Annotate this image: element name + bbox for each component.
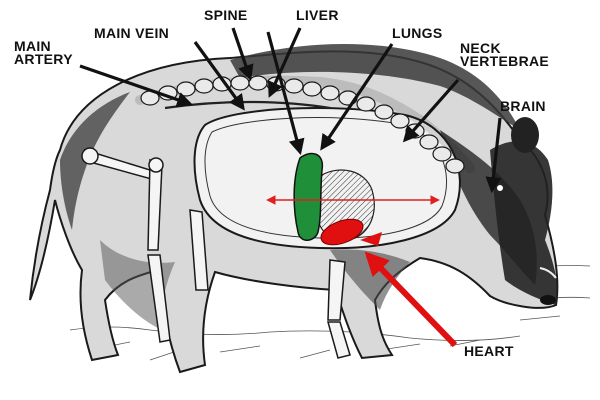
- label-main-artery: MAIN ARTERY: [14, 38, 73, 67]
- label-heart: HEART: [464, 343, 514, 359]
- liver-organ: [294, 154, 322, 241]
- label-brain: BRAIN: [500, 98, 546, 114]
- label-liver: LIVER: [296, 7, 339, 23]
- label-neck-vertebrae: NECK VERTEBRAE: [460, 40, 550, 69]
- label-main-vein: MAIN VEIN: [94, 25, 170, 41]
- label-spine: SPINE: [204, 7, 248, 23]
- label-lungs: LUNGS: [392, 25, 443, 41]
